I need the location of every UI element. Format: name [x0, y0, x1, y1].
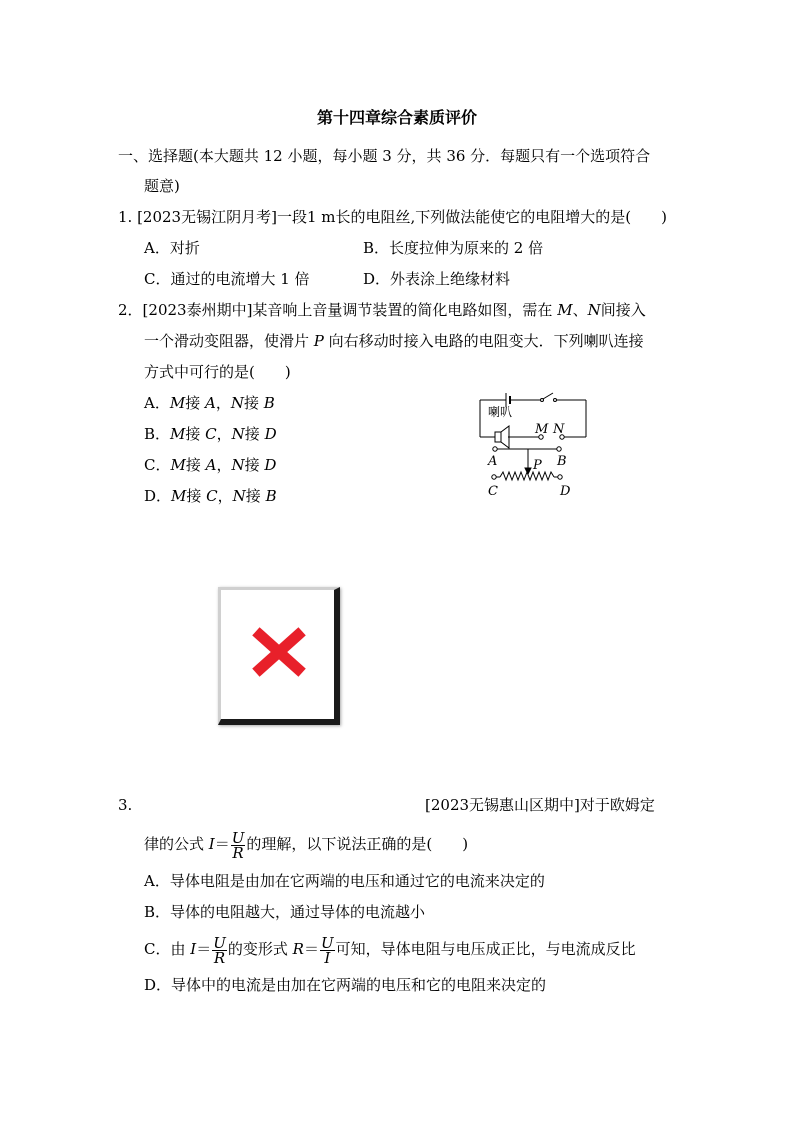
- terminal-d: [558, 475, 562, 479]
- numerator: U: [213, 933, 226, 952]
- option-var: D: [264, 456, 277, 474]
- option-text: 的变形式: [227, 940, 293, 958]
- q2-stem-text: 向右移动时接入电路的电阻变大．下列喇叭连接: [323, 332, 644, 350]
- page-title: 第十四章综合素质评价: [316, 108, 477, 127]
- q3-option-a: A．导体电阻是由加在它两端的电压和通过它的电流来决定的: [144, 872, 545, 890]
- option-text: ，: [217, 487, 233, 505]
- denominator: R: [232, 843, 244, 862]
- terminal-c: [492, 475, 496, 479]
- label-d: D: [560, 484, 571, 499]
- option-var: M: [171, 487, 187, 505]
- option-var: A: [205, 456, 217, 474]
- section-heading: 一、选择题(本大题共 12 小题，每小题 3 分，共 36 分．每题只有一个选项符合: [118, 147, 651, 165]
- speaker-cone-icon: [501, 426, 509, 448]
- q2-var-p: P: [313, 332, 324, 350]
- denominator: I: [324, 948, 331, 967]
- option-text: 接: [243, 394, 264, 412]
- q3-option-c: [144, 929, 636, 969]
- terminal-b: [557, 447, 561, 451]
- option-var: M: [170, 456, 186, 474]
- option-text: 接: [244, 456, 265, 474]
- q3-fraction: [231, 828, 246, 862]
- denominator: R: [213, 948, 226, 967]
- option-prefix: C．: [144, 456, 171, 474]
- option-prefix: A．: [144, 394, 170, 412]
- option-text: 接: [244, 425, 265, 443]
- numerator: U: [231, 828, 245, 847]
- option-text: 接: [185, 456, 206, 474]
- label-n: N: [553, 422, 565, 437]
- q3-equals: ＝: [303, 940, 319, 958]
- option-prefix: B．: [144, 425, 171, 443]
- label-m: M: [535, 422, 549, 437]
- q2-option-c: [144, 455, 276, 475]
- label-p: P: [533, 458, 542, 473]
- q2-option-b: [144, 424, 277, 444]
- option-var: B: [265, 487, 277, 505]
- q3-stem-text: 律的公式: [144, 835, 209, 853]
- q3-fraction: [212, 933, 227, 967]
- option-var: N: [231, 425, 245, 443]
- q2-option-a: [144, 393, 275, 413]
- q2-stem-sep: 、: [572, 301, 588, 319]
- q3-option-b: B．导体的电阻越大，通过导体的电流越小: [144, 903, 426, 921]
- q2-option-d: [144, 486, 277, 506]
- q3-number: 3.: [118, 796, 133, 814]
- q2-stem-line3: 方式中可行的是( ): [144, 363, 291, 381]
- q3-option-d: D．导体中的电流是由加在它两端的电压和它的电阻来决定的: [144, 976, 547, 994]
- option-var: N: [232, 487, 246, 505]
- option-text: 接: [185, 394, 205, 412]
- option-text: C．由: [144, 940, 191, 958]
- section-heading-cont: 题意): [144, 177, 180, 195]
- option-var: M: [169, 394, 186, 412]
- numerator: U: [320, 933, 334, 952]
- q3-stem-line2: [144, 824, 468, 864]
- option-text: 可知，导体电阻与电压成正比，与电流成反比: [335, 940, 636, 958]
- q1-option-b: B．长度拉伸为原来的 2 倍: [363, 239, 544, 257]
- option-var: A: [204, 394, 216, 412]
- broken-image-placeholder: [218, 587, 340, 725]
- option-text: ，: [216, 456, 232, 474]
- option-text: ，: [216, 425, 232, 443]
- option-var: D: [264, 425, 277, 443]
- q2-var-n: N: [587, 301, 601, 319]
- q1-option-d: D．外表涂上绝缘材料: [363, 270, 511, 288]
- option-var: M: [170, 425, 186, 443]
- q2-stem-text: 间接入: [600, 301, 646, 319]
- q2-stem-text: 一个滑动变阻器，使滑片: [144, 332, 314, 350]
- q3-equals: ＝: [196, 940, 212, 958]
- option-text: 接: [245, 487, 266, 505]
- q1-option-c: C．通过的电流增大 1 倍: [144, 270, 310, 288]
- q1-stem: 1. [2023无锡江阴月考]一段1 m长的电阻丝,下列做法能使它的电阻增大的是( ): [118, 208, 667, 226]
- q2-stem-line2: [144, 331, 644, 351]
- speaker-label: 喇叭: [488, 405, 513, 419]
- q2-stem-text: 2．[2023泰州期中]某音响上音量调节装置的简化电路如图，需在: [118, 301, 558, 319]
- speaker-icon: [495, 432, 501, 442]
- option-var: N: [231, 456, 245, 474]
- circuit-diagram: [478, 392, 598, 502]
- terminal-a: [493, 447, 497, 451]
- slider-arrow-icon: [525, 468, 531, 474]
- option-var: C: [205, 425, 217, 443]
- q3-var-i: I: [190, 940, 197, 958]
- label-c: C: [488, 484, 498, 499]
- q2-var-m: M: [557, 301, 573, 319]
- q1-option-a: A．对折: [144, 239, 200, 257]
- label-a: A: [488, 454, 498, 469]
- q3-fraction: [320, 933, 335, 967]
- q3-equals: ＝: [214, 835, 230, 853]
- q3-stem-text: 的理解，以下说法正确的是( ): [246, 835, 469, 853]
- option-var: B: [263, 394, 275, 412]
- option-var: C: [206, 487, 218, 505]
- option-prefix: D．: [144, 487, 172, 505]
- switch-blade: [543, 393, 553, 399]
- option-text: ，: [215, 394, 231, 412]
- resistance-coil: [500, 472, 554, 480]
- q3-source: [2023无锡惠山区期中]对于欧姆定: [425, 796, 655, 814]
- label-b: B: [557, 454, 567, 469]
- q3-var-r: R: [292, 940, 304, 958]
- q3-var-i: I: [208, 835, 215, 853]
- option-text: 接: [186, 487, 207, 505]
- option-var: N: [230, 394, 244, 412]
- option-text: 接: [185, 425, 206, 443]
- close-icon: [251, 626, 307, 678]
- q2-stem-line1: [118, 300, 646, 320]
